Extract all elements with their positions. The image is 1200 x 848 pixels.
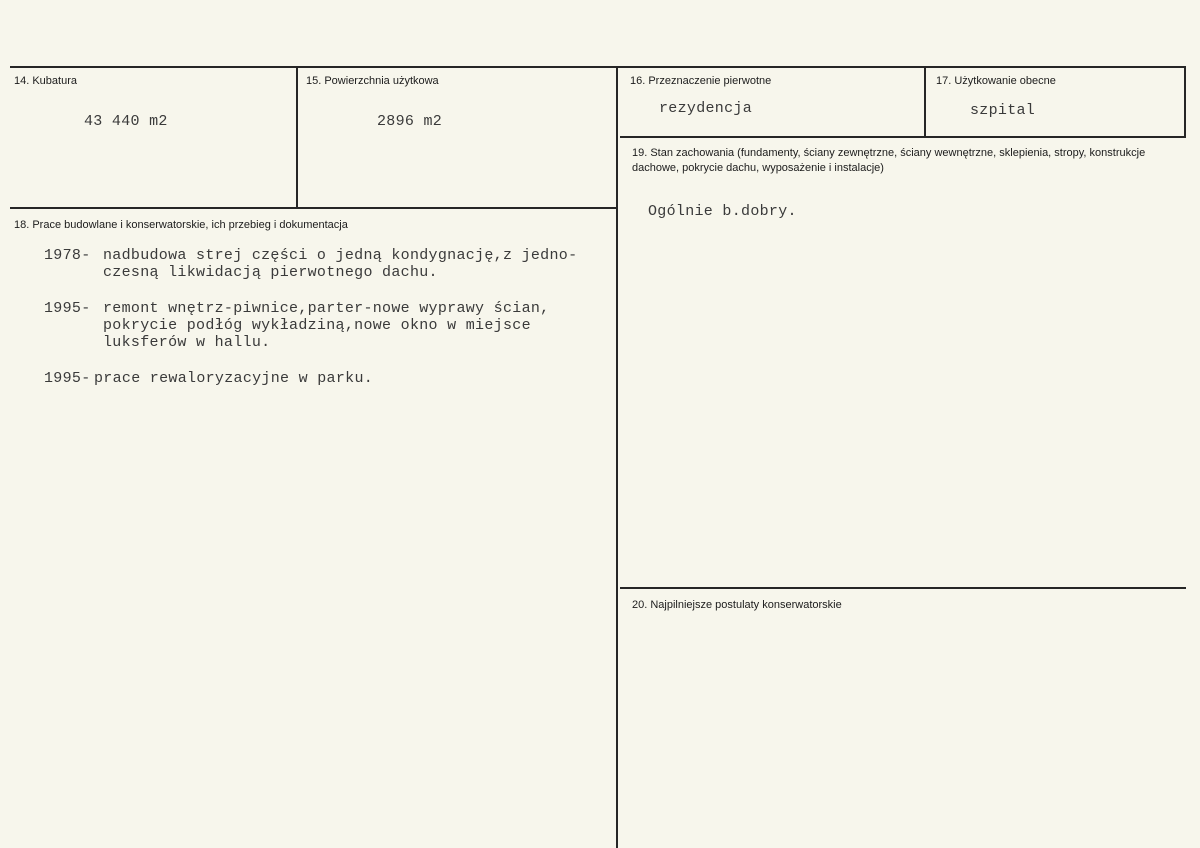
field-14-label: 14. Kubatura bbox=[14, 75, 77, 87]
entry-line: czesną likwidacją pierwotnego dachu. bbox=[103, 264, 438, 281]
rule-right-upper bbox=[620, 136, 1186, 138]
divider-14-15 bbox=[296, 66, 298, 208]
field-17-value: szpital bbox=[970, 102, 1036, 119]
entry-line: pokrycie podłóg wykładziną,nowe okno w miejsce bbox=[103, 317, 531, 334]
entry-line: prace rewaloryzacyjne w parku. bbox=[94, 370, 374, 387]
rule-left-mid bbox=[10, 207, 618, 209]
entry-year: 1995- bbox=[44, 300, 91, 317]
entry-year: 1978- bbox=[44, 247, 91, 264]
field-15-value: 2896 m2 bbox=[377, 113, 443, 130]
divider-16-17 bbox=[924, 66, 926, 138]
field-20-label: 20. Najpilniejsze postulaty konserwatorskie bbox=[632, 599, 842, 611]
entry-line: remont wnętrz-piwnice,parter-nowe wyprawy ścian, bbox=[103, 300, 550, 317]
divider-main bbox=[616, 66, 618, 848]
entry-line: nadbudowa strej części o jedną kondygnację,z jedno- bbox=[103, 247, 578, 264]
field-19-value: Ogólnie b.dobry. bbox=[648, 203, 797, 220]
field-19-label: 19. Stan zachowania (fundamenty, ściany zewnętrzne, ściany wewnętrzne, sklepienia, stropy, konstrukcje dachowe, pokrycie dachu, wyposażenie i instalacje) bbox=[632, 147, 1146, 174]
field-16-label: 16. Przeznaczenie pierwotne bbox=[630, 75, 772, 87]
rule-right-lower bbox=[620, 587, 1186, 589]
entry-line: luksferów w hallu. bbox=[103, 334, 271, 351]
field-16-value: rezydencja bbox=[659, 100, 753, 117]
top-rule bbox=[10, 66, 1186, 68]
field-14-value: 43 440 m2 bbox=[84, 113, 168, 130]
field-18-label: 18. Prace budowlane i konserwatorskie, ich przebieg i dokumentacja bbox=[14, 219, 348, 231]
field-15-label: 15. Powierzchnia użytkowa bbox=[306, 75, 439, 87]
entry-year: 1995- bbox=[44, 370, 91, 387]
right-edge bbox=[1184, 66, 1186, 138]
field-17-label: 17. Użytkowanie obecne bbox=[936, 75, 1056, 87]
